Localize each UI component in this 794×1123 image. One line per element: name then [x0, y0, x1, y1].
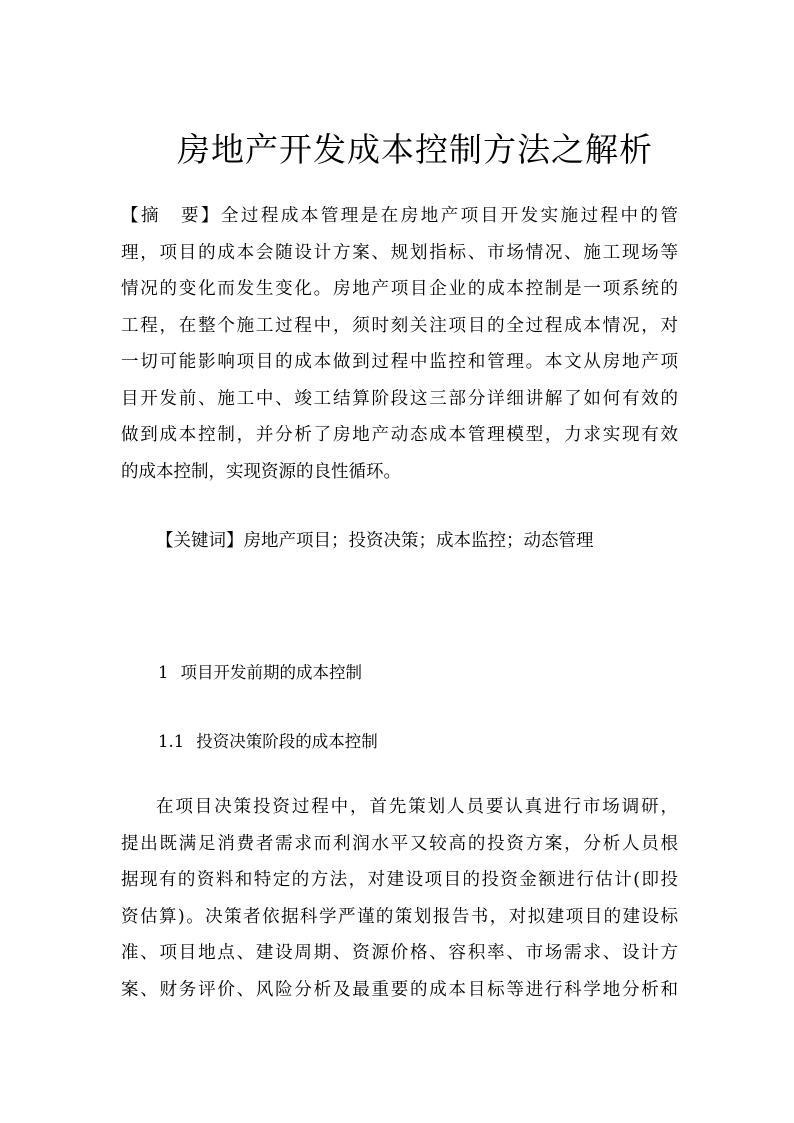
abstract-line: 情况的变化而发生变化。房地产项目企业的成本控制是一项系统的 [121, 279, 678, 299]
section-heading [158, 658, 362, 688]
abstract-line: 【摘 要】全过程成本管理是在房地产项目开发实施过程中的管 [121, 206, 678, 226]
section-title: 项目开发前期的成本控制 [180, 663, 362, 682]
paragraph-line: 准、项目地点、建设周期、资源价格、容积率、市场需求、设计方 [121, 943, 678, 963]
paragraph-line: 提出既满足消费者需求而利润水平又较高的投资方案，分析人员根 [121, 833, 678, 854]
abstract-line: 理，项目的成本会随设计方案、规划指标、市场情况、施工现场等 [121, 242, 678, 263]
paragraph-line: 在项目决策投资过程中，首先策划人员要认真进行市场调研， [156, 797, 678, 817]
subsection-heading [158, 727, 378, 757]
paragraph-line: 资估算)。决策者依据科学严谨的策划报告书，对拟建项目的建设标 [121, 906, 678, 927]
paragraph-line: 案、财务评价、风险分析及最重要的成本目标等进行科学地分析和 [121, 979, 678, 1000]
subsection-title: 投资决策阶段的成本控制 [196, 732, 378, 751]
body-paragraph [121, 789, 678, 1008]
abstract-line: 的成本控制，实现资源的良性循环。 [121, 461, 401, 482]
document-title: 房地产开发成本控制方法之解析 [177, 130, 653, 169]
subsection-number: 1.1 [158, 732, 185, 751]
keywords: 【关键词】房地产项目；投资决策；成本监控；动态管理 [156, 531, 594, 551]
abstract-paragraph [121, 198, 678, 490]
section-number: 1 [158, 663, 169, 682]
abstract-line: 目开发前、施工中、竣工结算阶段这三部分详细讲解了如何有效的 [121, 388, 678, 409]
abstract-line: 一切可能影响项目的成本做到过程中监控和管理。本文从房地产项 [121, 352, 678, 372]
paragraph-line: 据现有的资料和特定的方法，对建设项目的投资金额进行估计(即投 [121, 870, 678, 890]
abstract-line: 工程，在整个施工过程中，须时刻关注项目的全过程成本情况，对 [121, 315, 678, 336]
abstract-line: 做到成本控制，并分析了房地产动态成本管理模型，力求实现有效 [121, 425, 678, 445]
